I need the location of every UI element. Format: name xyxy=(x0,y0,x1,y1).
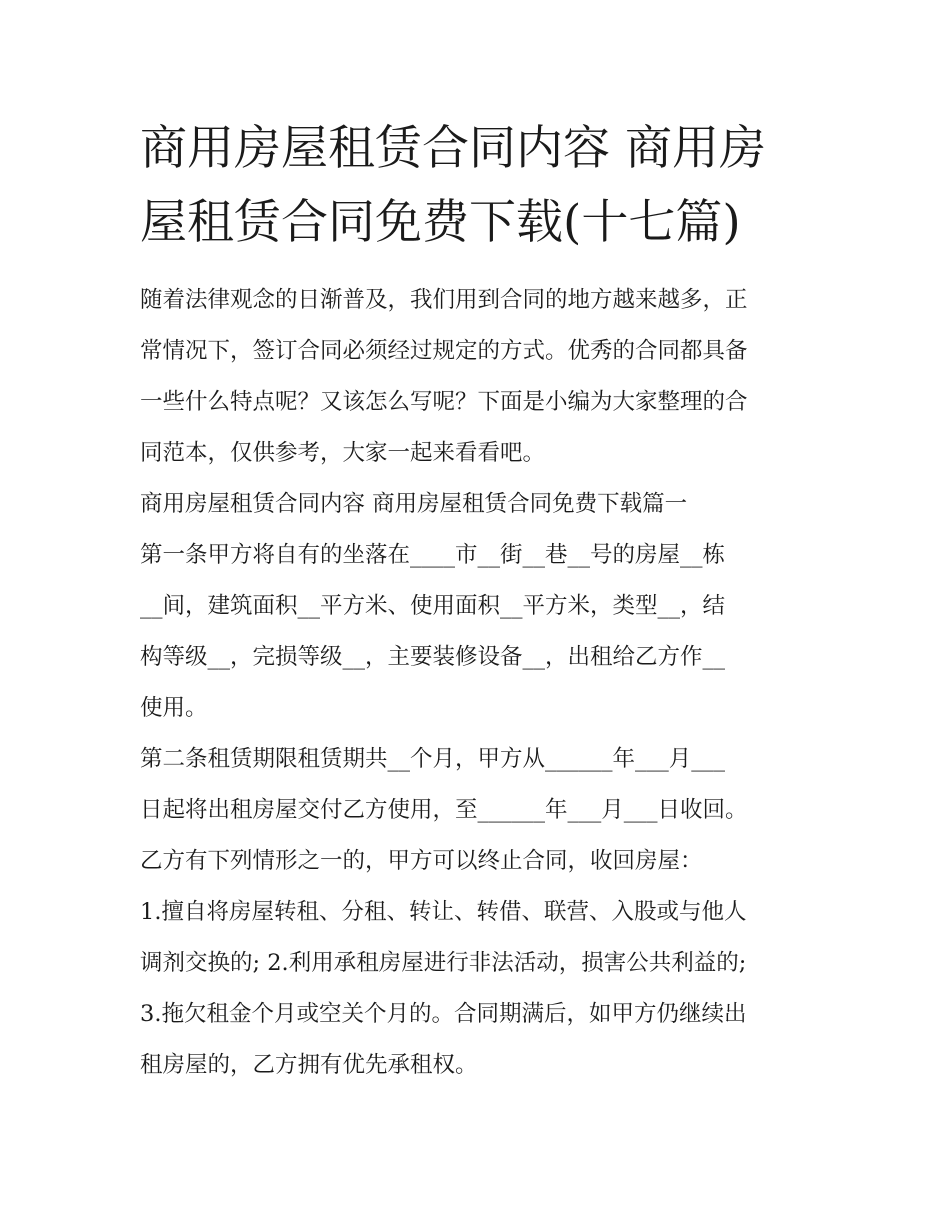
section-heading xyxy=(140,479,830,530)
title-line-2: 屋租赁合同免费下载(十七篇) xyxy=(140,195,741,250)
intro-line-3: 一些什么特点呢？又该怎么写呢？下面是小编为大家整理的合 xyxy=(140,389,748,415)
document-body xyxy=(140,275,830,1091)
title-line-1: 商用房屋租赁合同内容 商用房 xyxy=(140,121,766,176)
article-1-line-4: 使用。 xyxy=(140,695,208,721)
termination-line-1: 1.擅自将房屋转租、分租、转让、转借、联营、入股或与他人 xyxy=(140,899,747,925)
termination-line-3: 3.拖欠租金个月或空关个月的。合同期满后，如甲方仍继续出 xyxy=(140,1001,747,1027)
intro-line-1: 随着法律观念的日渐普及，我们用到合同的地方越来越多，正 xyxy=(140,287,748,313)
article-2-line-1: 第二条租赁期限租赁期共__个月，甲方从______年___月___ xyxy=(140,746,726,772)
section-heading-text: 商用房屋租赁合同内容 商用房屋租赁合同免费下载篇一 xyxy=(140,491,688,517)
intro-line-2: 常情况下，签订合同必须经过规定的方式。优秀的合同都具备 xyxy=(140,338,748,364)
article-1-line-3: 构等级__，完损等级__，主要装修设备__，出租给乙方作__ xyxy=(140,644,726,670)
termination-line-2: 调剂交换的; 2.利用承租房屋进行非法活动，损害公共利益的; xyxy=(140,950,747,976)
article-2-line-2: 日起将出租房屋交付乙方使用，至______年___月___日收回。 xyxy=(140,797,748,823)
article-1-line-2: __间，建筑面积__平方米、使用面积__平方米，类型__，结 xyxy=(140,593,726,619)
document-title xyxy=(140,112,820,260)
termination-paragraph xyxy=(140,887,830,1091)
article-2-paragraph xyxy=(140,734,830,836)
termination-intro-line: 乙方有下列情形之一的，甲方可以终止合同，收回房屋： xyxy=(140,848,703,874)
intro-paragraph xyxy=(140,275,830,479)
intro-line-4: 同范本，仅供参考，大家一起来看看吧。 xyxy=(140,440,546,466)
article-1-paragraph xyxy=(140,530,830,734)
article-1-line-1: 第一条甲方将自有的坐落在____市__街__巷__号的房屋__栋 xyxy=(140,542,726,568)
termination-intro-paragraph xyxy=(140,836,830,887)
termination-line-4: 租房屋的，乙方拥有优先承租权。 xyxy=(140,1052,478,1078)
